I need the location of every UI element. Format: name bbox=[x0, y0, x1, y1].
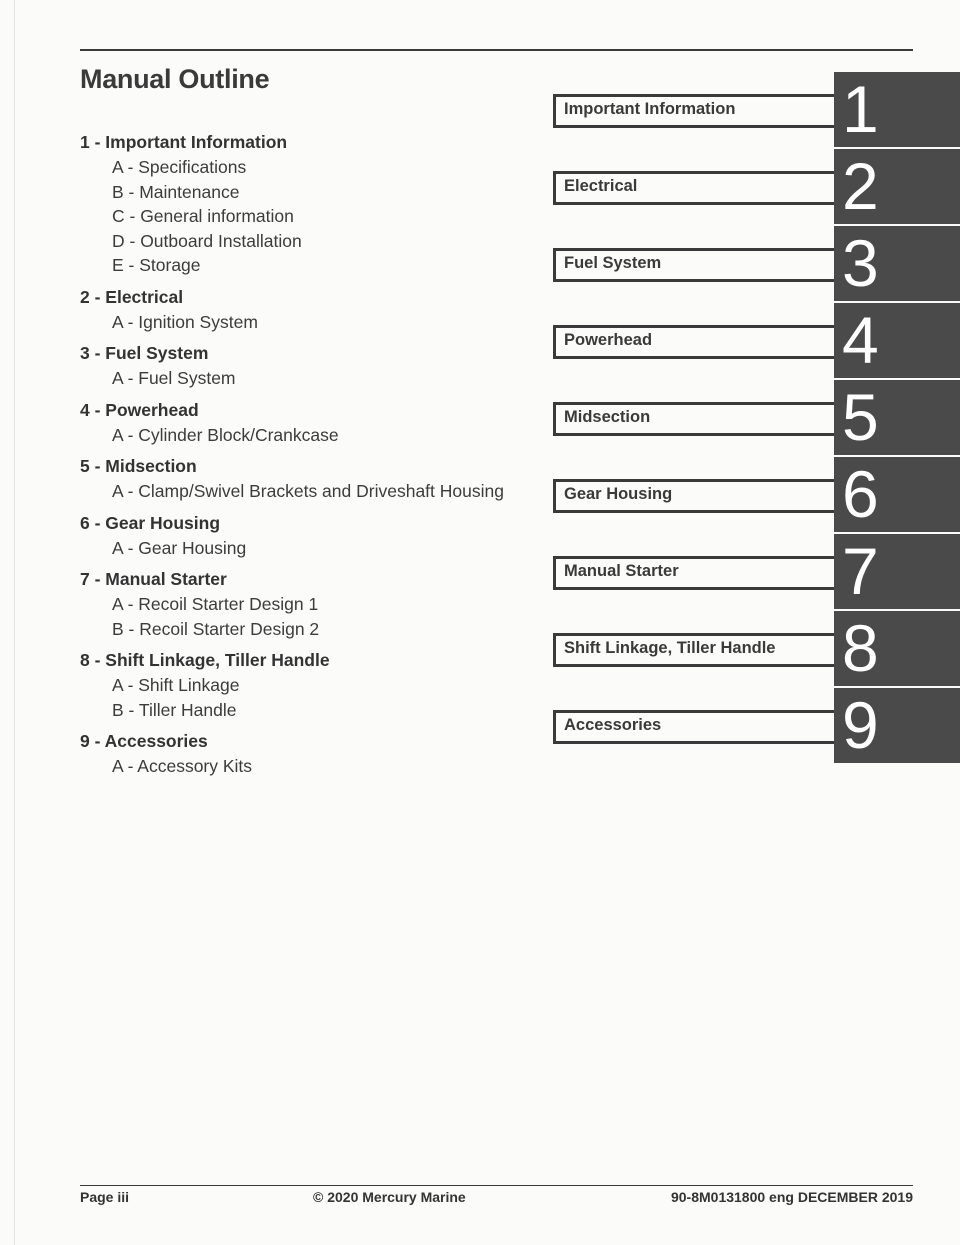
outline-subsection[interactable]: E - Storage bbox=[112, 255, 201, 275]
outline-section-title[interactable]: 5 - Midsection bbox=[80, 456, 197, 476]
outline-section bbox=[80, 454, 540, 504]
section-tab-number-block bbox=[834, 149, 960, 224]
section-tab-number: 4 bbox=[842, 303, 879, 377]
outline-subsection[interactable]: A - Ignition System bbox=[112, 311, 258, 332]
outline-section-title[interactable]: 4 - Powerhead bbox=[80, 399, 199, 420]
outline-section bbox=[80, 285, 540, 335]
page-title: Manual Outline bbox=[80, 64, 270, 94]
section-tab-label: Midsection bbox=[564, 408, 651, 426]
outline-subsection[interactable]: D - Outboard Installation bbox=[112, 230, 302, 251]
section-tab-label: Accessories bbox=[564, 716, 662, 734]
section-tab[interactable] bbox=[553, 149, 960, 226]
section-tab-box bbox=[553, 556, 834, 590]
section-tab[interactable] bbox=[553, 688, 960, 765]
section-tab-number-block bbox=[834, 303, 960, 378]
outline-section-title[interactable]: 1 - Important Information bbox=[80, 132, 288, 152]
section-tab[interactable] bbox=[553, 457, 960, 534]
header-rule bbox=[80, 49, 913, 51]
section-tab[interactable] bbox=[553, 303, 960, 380]
page-edge-line bbox=[14, 0, 15, 1245]
section-tab-number: 3 bbox=[842, 226, 879, 300]
section-tab-number-block bbox=[834, 611, 960, 686]
outline-section-title[interactable]: 6 - Gear Housing bbox=[80, 512, 221, 533]
footer-copyright: © 2020 Mercury Marine bbox=[313, 1189, 466, 1205]
section-tab-number: 9 bbox=[842, 688, 879, 762]
section-tab-box bbox=[553, 325, 834, 359]
outline-section-title[interactable]: 9 - Accessories bbox=[80, 731, 208, 751]
footer-page-number: Page iii bbox=[80, 1189, 130, 1205]
section-tab-box bbox=[553, 479, 834, 513]
outline-section bbox=[80, 130, 540, 278]
outline-section bbox=[80, 398, 540, 448]
section-tab-label: Electrical bbox=[564, 177, 638, 195]
section-tab-number: 6 bbox=[842, 457, 879, 531]
outline-subsection[interactable]: B - Recoil Starter Design 2 bbox=[112, 618, 320, 639]
section-tab-number-block bbox=[834, 380, 960, 455]
section-tab-box bbox=[553, 248, 834, 282]
outline-section bbox=[80, 341, 540, 391]
section-tab-box bbox=[553, 710, 834, 744]
section-tab-box bbox=[553, 633, 834, 667]
outline-section bbox=[80, 567, 540, 641]
outline-subsection[interactable]: A - Specifications bbox=[112, 157, 247, 177]
section-tabs bbox=[553, 72, 960, 765]
manual-outline-list bbox=[80, 130, 540, 786]
outline-section bbox=[80, 648, 540, 722]
section-tab-number: 1 bbox=[842, 72, 879, 146]
outline-section-title[interactable]: 8 - Shift Linkage, Tiller Handle bbox=[80, 650, 330, 670]
footer-document-id: 90-8M0131800 eng DECEMBER 2019 bbox=[670, 1189, 913, 1205]
outline-section-title[interactable]: 3 - Fuel System bbox=[80, 343, 209, 363]
outline-subsection[interactable]: A - Accessory Kits bbox=[112, 756, 253, 776]
section-tab[interactable] bbox=[553, 611, 960, 688]
section-tab-number-block bbox=[834, 72, 960, 147]
outline-subsection[interactable]: C - General information bbox=[112, 206, 294, 226]
section-tab-number-block bbox=[834, 688, 960, 763]
outline-subsection[interactable]: B - Maintenance bbox=[112, 181, 240, 202]
section-tab-label: Fuel System bbox=[564, 254, 662, 272]
outline-subsection[interactable]: A - Gear Housing bbox=[112, 537, 247, 558]
section-tab-label: Shift Linkage, Tiller Handle bbox=[564, 639, 776, 657]
outline-subsection[interactable]: A - Shift Linkage bbox=[112, 675, 240, 695]
section-tab[interactable] bbox=[553, 380, 960, 457]
section-tab-label: Manual Starter bbox=[564, 562, 679, 580]
section-tab-label: Important Information bbox=[564, 100, 736, 118]
section-tab-label: Powerhead bbox=[564, 331, 653, 349]
section-tab-label: Gear Housing bbox=[564, 485, 673, 503]
outline-section bbox=[80, 729, 540, 779]
section-tab-number-block bbox=[834, 226, 960, 301]
section-tab-number-block bbox=[834, 534, 960, 609]
section-tab-number: 5 bbox=[842, 380, 879, 454]
section-tab-number: 7 bbox=[842, 534, 879, 608]
outline-subsection[interactable]: A - Cylinder Block/Crankcase bbox=[112, 424, 339, 445]
section-tab-number: 8 bbox=[842, 611, 879, 685]
section-tab-number-block bbox=[834, 457, 960, 532]
outline-subsection[interactable]: A - Fuel System bbox=[112, 368, 236, 388]
outline-subsection[interactable]: B - Tiller Handle bbox=[112, 699, 237, 720]
section-tab-box bbox=[553, 94, 834, 128]
section-tab[interactable] bbox=[553, 72, 960, 149]
section-tab-number: 2 bbox=[842, 149, 879, 223]
section-tab-box bbox=[553, 171, 834, 205]
section-tab-box bbox=[553, 402, 834, 436]
section-tab[interactable] bbox=[553, 226, 960, 303]
outline-subsection[interactable]: A - Recoil Starter Design 1 bbox=[112, 594, 319, 614]
outline-subsection[interactable]: A - Clamp/Swivel Brackets and Driveshaft Housing bbox=[112, 481, 504, 501]
section-tab[interactable] bbox=[553, 534, 960, 611]
outline-section-title[interactable]: 7 - Manual Starter bbox=[80, 569, 227, 589]
footer-rule bbox=[80, 1185, 913, 1186]
outline-section bbox=[80, 511, 540, 561]
outline-section-title[interactable]: 2 - Electrical bbox=[80, 286, 184, 307]
